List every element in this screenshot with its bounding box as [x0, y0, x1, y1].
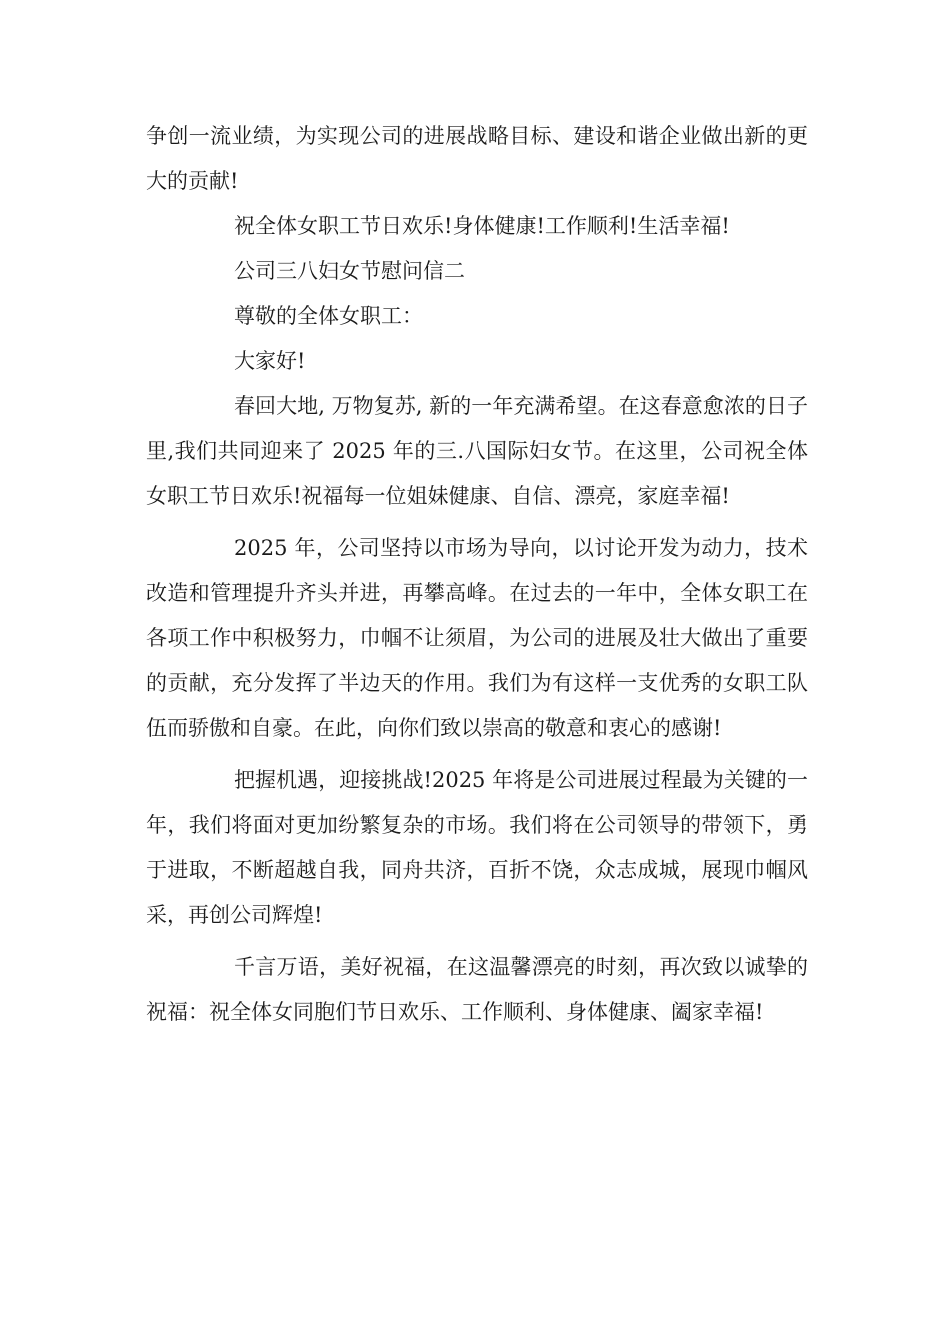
letter-greeting: 大家好!: [234, 349, 306, 373]
document-body: [146, 114, 808, 1035]
paragraph-continuation: 争创一流业绩，为实现公司的进展战略目标、建设和谐企业做出新的更大的贡献!: [146, 124, 808, 193]
paragraph-closing-wishes: 千言万语，美好祝福，在这温馨漂亮的时刻，再次致以诚挚的祝福：祝全体女同胞们节日欢乐、工作顺利、身体健康、阖家幸福!: [146, 955, 808, 1024]
letter-title: 公司三八妇女节慰问信二: [234, 259, 465, 283]
letter-salutation: 尊敬的全体女职工：: [234, 304, 423, 328]
paragraph-achievements: 2025 年，公司坚持以市场为导向，以讨论开发为动力，技术改造和管理提升齐头并进，再攀高峰。在过去的一年中，全体女职工在各项工作中积极努力，巾帼不让须眉，为公司的进展及壮大做出了重要的贡献，充分发挥了半边天的作用。我们为有这样一支优秀的女职工队伍而骄傲和自豪。在此，向你们致以崇高的敬意和衷心的感谢!: [146, 536, 808, 740]
paragraph-spring: 春回大地, 万物复苏, 新的一年充满希望。在这春意愈浓的日子里,我们共同迎来了 2025 年的三.八国际妇女节。在这里，公司祝全体女职工节日欢乐!祝福每一位姐妹健康、自信、漂亮，家庭幸福!: [146, 394, 808, 508]
paragraph-wishes: 祝全体女职工节日欢乐!身体健康!工作顺利!生活幸福!: [234, 214, 730, 238]
paragraph-challenges: 把握机遇，迎接挑战!2025 年将是公司进展过程最为关键的一年，我们将面对更加纷繁复杂的市场。我们将在公司领导的带领下，勇于进取，不断超越自我，同舟共济，百折不饶，众志成城，展现巾帼风采，再创公司辉煌!: [146, 768, 808, 927]
